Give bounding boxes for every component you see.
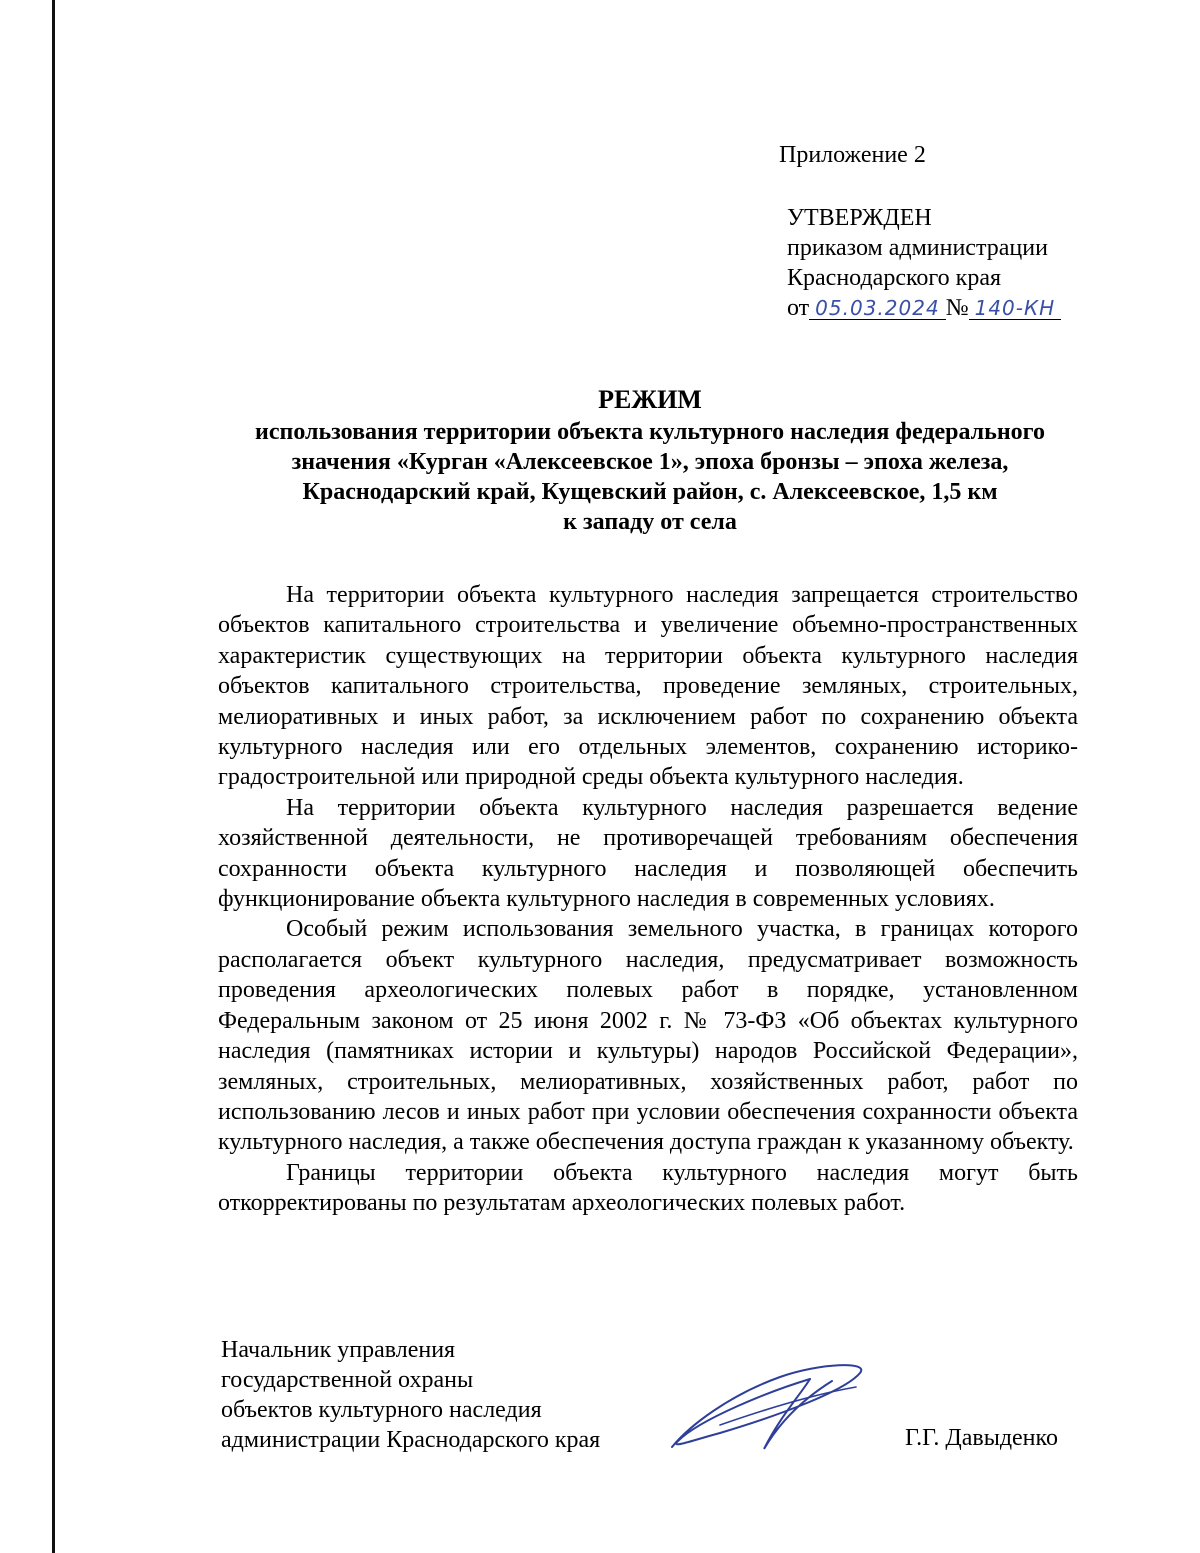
approval-line-1: приказом администрации [787, 235, 1048, 261]
body-paragraph-3: Особый режим использования земельного участка, в границах которого располагается объект культурного наследия, предусматривает возможность проведения археологических полевых работ в порядке, установленном Федеральным законом от 25 июня 2002 г. № 73-ФЗ «Об объектах культурного наследия (памятниках истории и культуры) народов Российской Федерации», земляных, строительных, мелиоративных, хозяйственных работ, работ по использованию лесов и иных работ при условии обеспечения сохранности объекта культурного наследия, а также обеспечения доступа граждан к указанному объекту. [218, 916, 1078, 1156]
signer-name: Г.Г. Давыденко [905, 1425, 1058, 1451]
approval-number-sign: № [945, 295, 969, 321]
scan-border-line [52, 0, 55, 1553]
approval-date-line [787, 293, 1147, 323]
document-subtitle-line-2: значения «Курган «Алексеевское 1», эпоха бронзы – эпоха железа, [291, 449, 1009, 475]
handwritten-signature-icon [660, 1355, 880, 1465]
approval-number-handwritten: 140-КН [969, 297, 1062, 320]
appendix-label: Приложение 2 [779, 142, 926, 168]
signature-position-block [221, 1335, 600, 1455]
approval-stamp-block [787, 203, 1147, 323]
approval-date-handwritten: 05.03.2024 [809, 297, 946, 320]
document-title-block [200, 383, 1100, 537]
approval-line-2: Краснодарского края [787, 265, 1002, 291]
body-paragraph-4: Границы территории объекта культурного наследия могут быть откорректированы по результатам археологических полевых работ. [218, 1159, 1078, 1217]
signature-position-line-3: объектов культурного наследия [221, 1397, 542, 1423]
signature-position-line-4: администрации Краснодарского края [221, 1427, 601, 1453]
document-subtitle-line-4: к западу от села [563, 509, 737, 535]
document-subtitle-line-1: использования территории объекта культурного наследия федерального [255, 419, 1045, 445]
signature-position-line-1: Начальник управления [221, 1337, 456, 1363]
approval-heading: УТВЕРЖДЕН [787, 205, 932, 231]
body-paragraph-1: На территории объекта культурного наследия запрещается строительство объектов капитального строительства и увеличение объемно-пространственных характеристик существующих на территории объекта культурного наследия объектов капитального строительства, проведение земляных, строительных, мелиоративных и иных работ, за исключением работ по сохранению объекта культурного наследия или его отдельных элементов, сохранению историко-градостроительной или природной среды объекта культурного наследия. [218, 582, 1078, 791]
document-subtitle-line-3: Краснодарский край, Кущевский район, с. Алексеевское, 1,5 км [302, 479, 998, 505]
document-body [218, 580, 1078, 1219]
document-title: РЕЖИМ [598, 385, 702, 414]
signature-position-line-2: государственной охраны [221, 1367, 474, 1393]
approval-date-prefix: от [787, 295, 810, 321]
body-paragraph-2: На территории объекта культурного наследия разрешается ведение хозяйственной деятельности, не противоречащей требованиям обеспечения сохранности объекта культурного наследия и позволяющей обеспечить функционирование объекта культурного наследия в современных условиях. [218, 794, 1078, 913]
